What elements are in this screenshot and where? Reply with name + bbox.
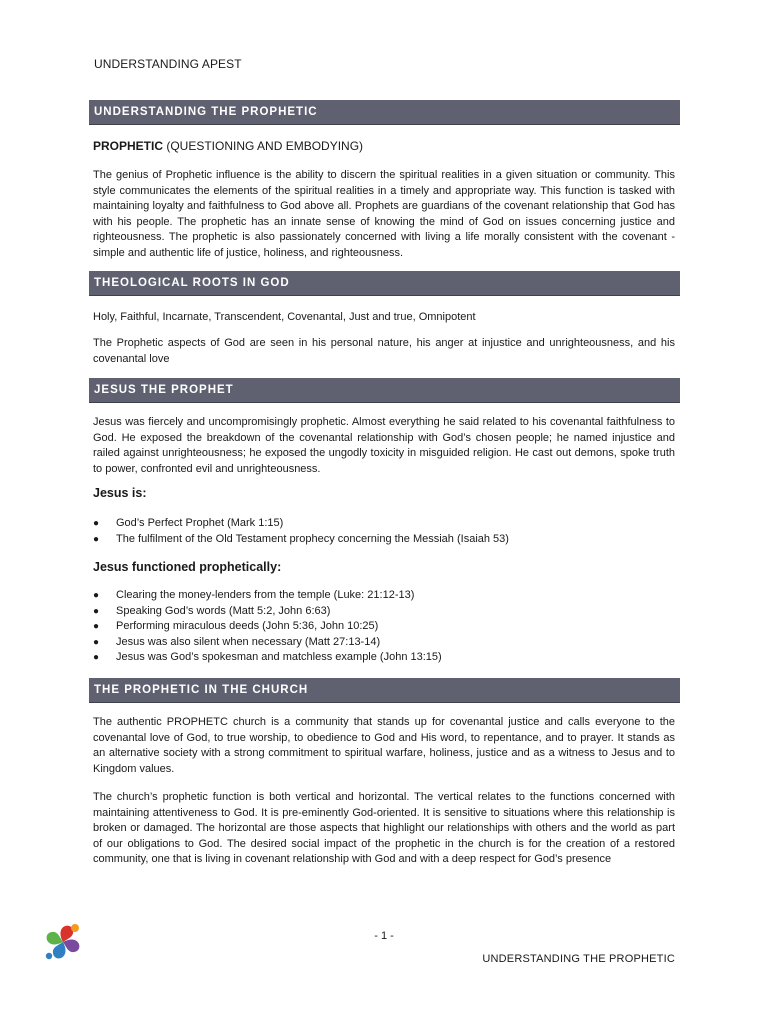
church-paragraph-1: The authentic PROPHETC church is a community that stands up for covenantal justice and calls everyone to the covenantal love of God, to true worship, to obedience to God and His word, to repentance, and to prayer. It stands as an alternative society with a strong commitment to spiritual warfare, holiness, justice and as a witness to Jesus and to Kingdom values. xyxy=(93,716,675,775)
list-item: ● God’s Perfect Prophet (Mark 1:15) xyxy=(93,516,675,532)
bullet-icon: ● xyxy=(93,590,100,601)
section-heading-understanding-prophetic: UNDERSTANDING THE PROPHETIC xyxy=(89,100,680,125)
footer-title: UNDERSTANDING THE PROPHETIC xyxy=(482,953,675,965)
jesus-functioned-heading: Jesus functioned prophetically: xyxy=(93,560,282,574)
theological-paragraph: The Prophetic aspects of God are seen in his personal nature, his anger at injustice and unrighteousness, and his covenantal love xyxy=(93,337,675,365)
section-heading-theological-roots: THEOLOGICAL ROOTS IN GOD xyxy=(89,271,680,296)
list-item: ● Performing miraculous deeds (John 5:36, John 10:25) xyxy=(93,619,675,635)
bullet-icon: ● xyxy=(93,605,100,617)
god-attributes: Holy, Faithful, Incarnate, Transcendent, Covenantal, Just and true, Omnipotent xyxy=(93,311,476,323)
prophetic-label-rest: (QUESTIONING AND EMBODYING) xyxy=(163,139,364,153)
page-number: - 1 - xyxy=(374,930,394,942)
section-heading-prophetic-church: THE PROPHETIC IN THE CHURCH xyxy=(89,678,680,703)
prophetic-paragraph: The genius of Prophetic influence is the ability to discern the spiritual realities in a given situation or community. This style communicates the elements of the spiritual realities in a timely and appropriate way. This function is tasked with maintaining loyalty and faithfulness to God above all. Prophets are guardians of the covenant relationship that God has with his people. The prophetic has an innate sense of knowing the mind of God on issues concerning justice and righteousness. The prophetic is also passionately concerned with living a life morally consistent with the covenant - simple and authentic life of justice, holiness, and righteousness. xyxy=(93,169,675,259)
bullet-icon: ● xyxy=(93,652,100,663)
bullet-icon: ● xyxy=(93,518,100,529)
jesus-is-list xyxy=(93,516,675,547)
jesus-is-heading: Jesus is: xyxy=(93,486,147,500)
list-item: ● Jesus was God’s spokesman and matchless example (John 13:15) xyxy=(93,650,675,666)
bullet-icon: ● xyxy=(93,533,100,545)
prophetic-subtitle xyxy=(93,139,363,153)
list-item: ● The fulfilment of the Old Testament prophecy concerning the Messiah (Isaiah 53) xyxy=(93,532,675,548)
document-header: UNDERSTANDING APEST xyxy=(94,57,242,71)
church-paragraph-2: The church’s prophetic function is both vertical and horizontal. The vertical relates to the functions concerned with maintaining attentiveness to God. It is pre-eminently God-oriented. It is sensitive to situations where this relationship is broken or damaged. The horizontal are those aspects that highlight our relationships with others and the world as part of our obligations to God. The desired social impact of the prophetic in the church is for the creation of a restored community, one that is living in covenant relationship with God and with a deep respect for God’s presence xyxy=(93,791,675,865)
jesus-paragraph: Jesus was fiercely and uncompromisingly prophetic. Almost everything he said related to his covenantal faithfulness to God. He exposed the breakdown of the covenantal relationship with God’s chosen people; he named injustice and railed against unrighteousness; he exposed the ungodly toxicity in misguided religion. He cast out demons, spoke truth to power, confronted evil and unrighteousness. xyxy=(93,416,675,475)
prophetic-label: PROPHETIC xyxy=(93,139,164,153)
list-item: ● Speaking God’s words (Matt 5:2, John 6:63) xyxy=(93,604,675,620)
list-item: ● Jesus was also silent when necessary (Matt 27:13-14) xyxy=(93,635,675,651)
jesus-functioned-list xyxy=(93,588,675,666)
bullet-icon: ● xyxy=(93,636,100,648)
colorful-pinwheel-logo-icon xyxy=(40,919,86,965)
section-heading-jesus-prophet: JESUS THE PROPHET xyxy=(89,378,680,403)
list-item: ● Clearing the money-lenders from the temple (Luke: 21:12-13) xyxy=(93,588,675,604)
bullet-icon: ● xyxy=(93,621,100,632)
